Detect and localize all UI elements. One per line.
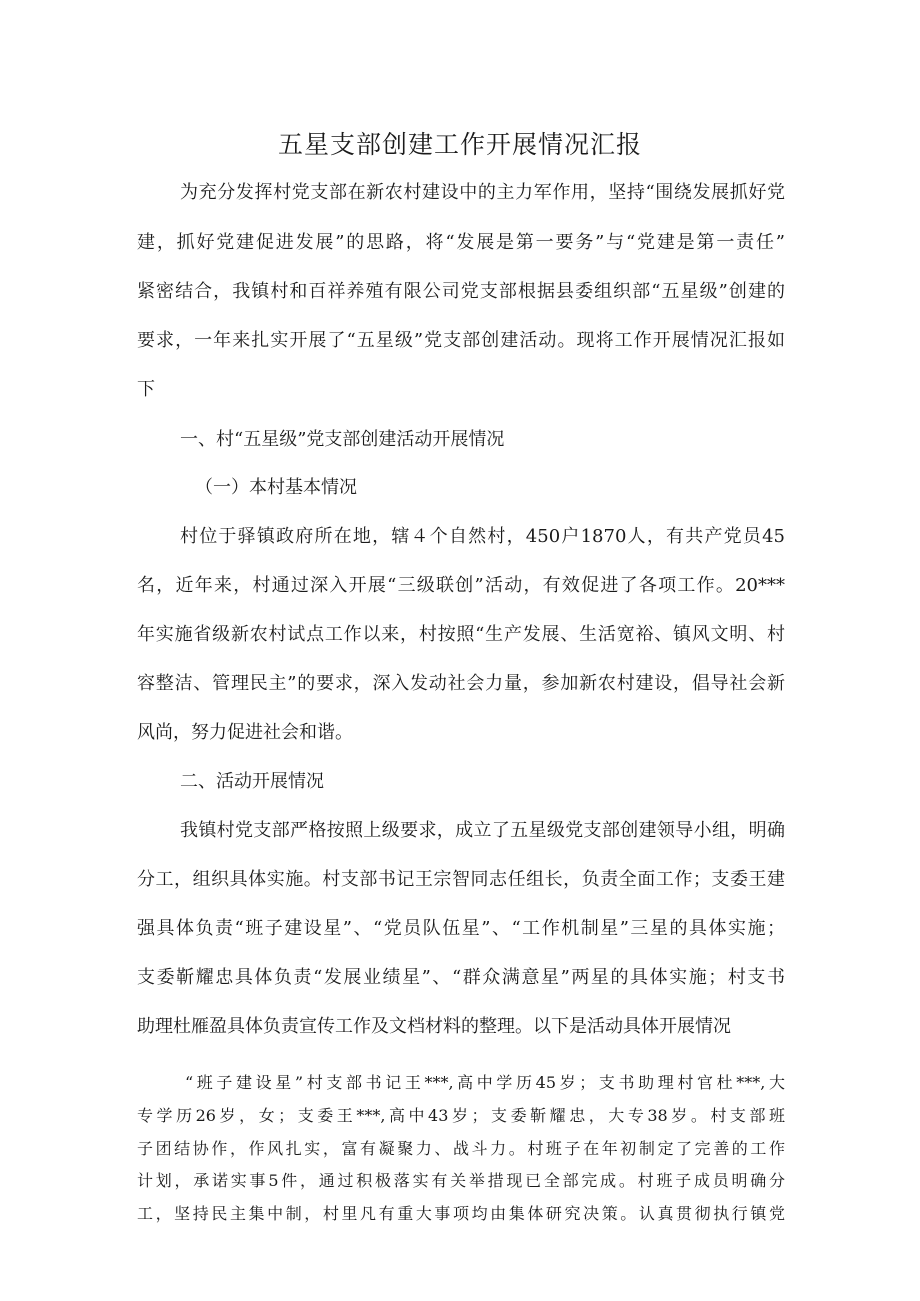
village-info-line: 年实施省级新农村试点工作以来，村按照“生产发展、生活宽裕、镇风文明、村	[137, 624, 785, 645]
village-info-line: 村位于驿镇政府所在地，辖４个自然村，450户1870人，有共产党员45	[180, 526, 785, 547]
intro-line: 建，抓好党建促进发展”的思路，将“发展是第一要务”与“党建是第一责任”	[137, 232, 785, 253]
village-info-line: 名，近年来，村通过深入开展“三级联创”活动，有效促进了各项工作。20***	[137, 575, 785, 596]
activities-line: 助理杜雁盈具体负责宣传工作及文档材料的整理。以下是活动具体开展情况	[137, 1016, 731, 1037]
activities-line: 我镇村党支部严格按照上级要求，成立了五星级党支部创建领导小组，明确	[180, 820, 785, 841]
document-title: 五星支部创建工作开展情况汇报	[277, 130, 642, 159]
village-info-line: 风尚，努力促进社会和谐。	[137, 722, 353, 743]
team-building-line: 专学历26岁，女；支委王***,高中43岁；支委靳耀忠，大专38岁。村支部班	[137, 1106, 785, 1125]
team-building-line: 工，坚持民主集中制，村里凡有重大事项均由集体研究决策。认真贯彻执行镇党	[137, 1204, 785, 1223]
team-building-line: 子团结协作，作风扎实，富有凝聚力、战斗力。村班子在年初制定了完善的工作	[137, 1139, 785, 1158]
subsection-heading: （一）本村基本情况	[195, 477, 357, 498]
activities-line: 支委靳耀忠具体负责“发展业绩星”、“群众满意星”两星的具体实施；村支书	[137, 967, 785, 988]
activities-line: 分工，组织具体实施。村支部书记王宗智同志任组长，负责全面工作；支委王建	[137, 869, 785, 890]
section-heading: 二、活动开展情况	[180, 771, 324, 792]
team-building-line: “班子建设星”村支部书记王***,高中学历45岁；支书助理村官杜***,大	[185, 1073, 785, 1092]
intro-line: 为充分发挥村党支部在新农村建设中的主力军作用，坚持“围绕发展抓好党	[180, 182, 785, 203]
intro-line: 紧密结合，我镇村和百祥养殖有限公司党支部根据县委组织部“五星级”创建的	[137, 281, 785, 302]
intro-line: 下	[137, 379, 155, 400]
activities-line: 强具体负责“班子建设星”、“党员队伍星”、“工作机制星”三星的具体实施；	[137, 918, 785, 939]
village-info-line: 容整洁、管理民主”的要求，深入发动社会力量，参加新农村建设，倡导社会新	[137, 673, 785, 694]
section-heading: 一、村“五星级”党支部创建活动开展情况	[180, 429, 505, 450]
team-building-line: 计划，承诺实事5件，通过积极落实有关举措现已全部完成。村班子成员明确分	[137, 1171, 785, 1190]
intro-line: 要求，一年来扎实开展了“五星级”党支部创建活动。现将工作开展情况汇报如	[137, 330, 785, 351]
